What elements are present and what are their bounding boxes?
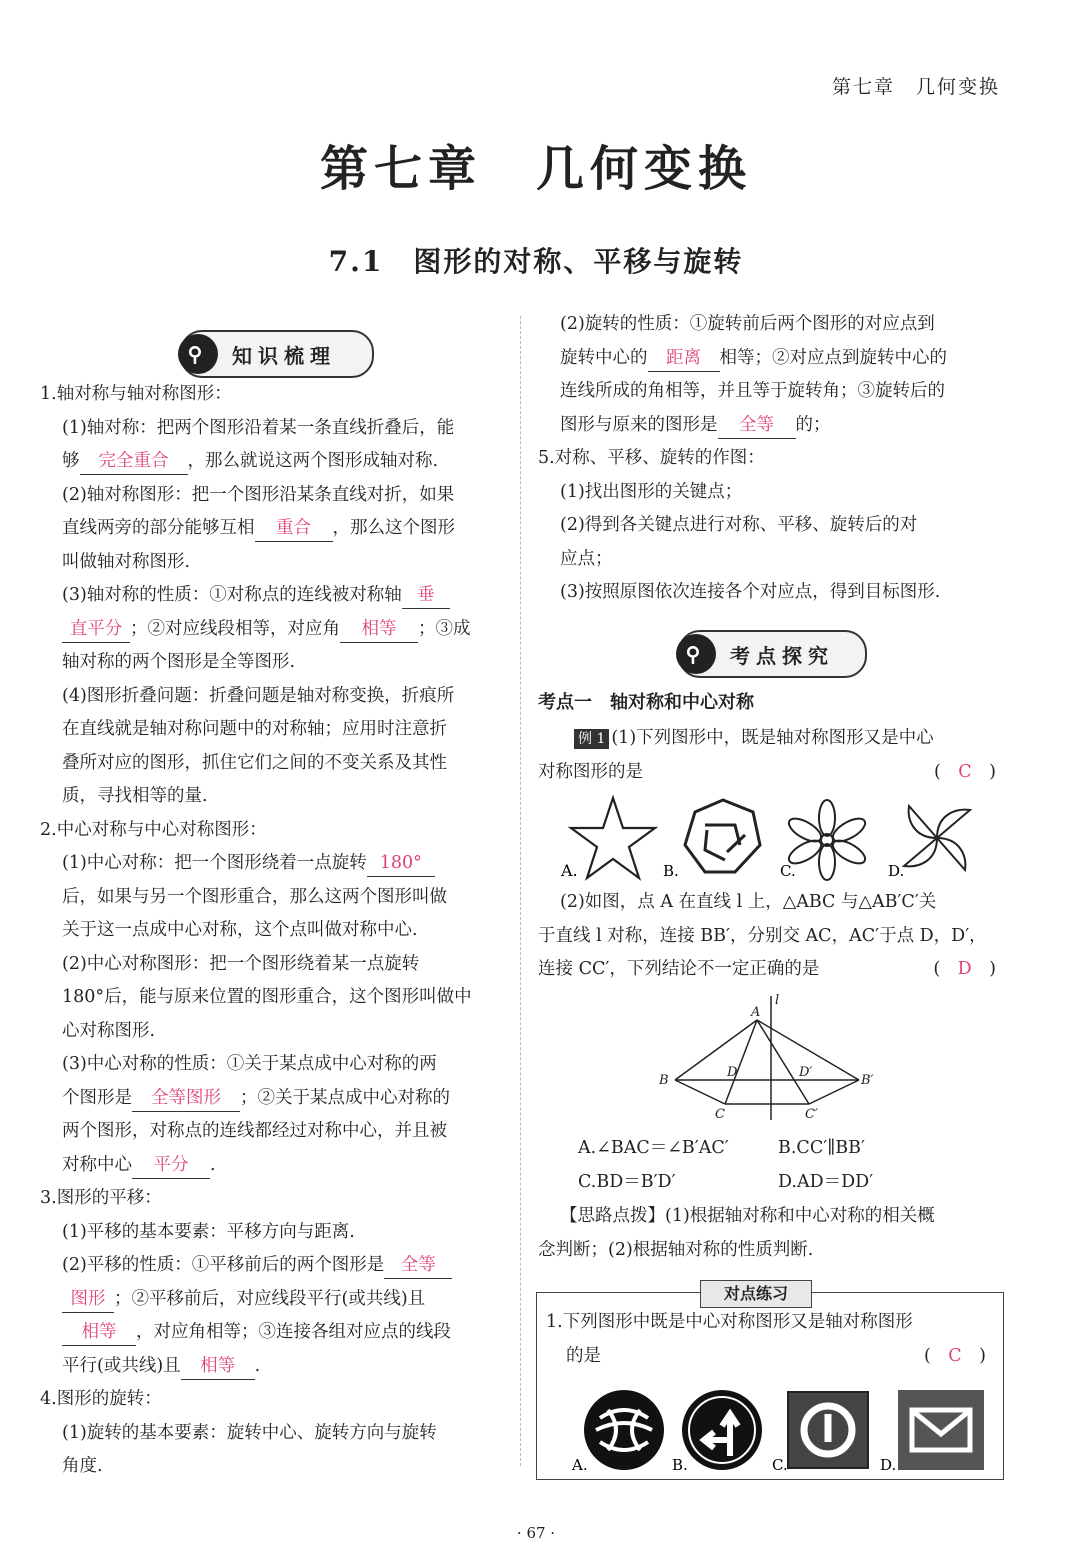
text-line: 180°后，能与原来位置的图形重合，这个图形叫做中 [62,987,472,1007]
text: ；③成 [418,618,471,639]
text: 平行(或共线)且 [62,1355,181,1376]
choice-b: B.CC′∥BB′ [778,1138,865,1158]
text-line: (2)如图，点 A 在直线 l 上，△ABC 与△AB′C′关 [560,892,937,912]
option-label: A. [561,861,578,880]
example-1-part-2: (2)如图，点 A 在直线 l 上，△ABC 与△AB′C′关 于直线 l 对称，连接 BB′，分别交 AC，AC′于点 D，D′， 连接 CC′，下列结论不一定正确的是 ( D ) [538,886,1008,987]
option-label: D. [880,1456,897,1474]
choice-a: A.∠BAC＝∠B′AC′ [578,1138,729,1158]
label-c: C [715,1107,725,1122]
label-l: l [775,993,780,1008]
text: ；②关于某点成中心对称的 [240,1087,450,1108]
text-line: 在直线就是轴对称问题中的对称轴；应用时注意折 [62,719,447,739]
choice-d: D.AD＝DD′ [778,1171,874,1192]
page-number: · 67 · [516,1524,556,1542]
item-2: 2.中心对称与中心对称图形： [40,819,267,840]
text: 个图形是 [62,1087,132,1108]
text-line: 连线所成的角相等，并且等于旋转角；③旋转后的 [560,381,945,401]
text-line: 叠所对应的图形，抓住它们之间的不变关系及其性 [62,752,447,773]
text-line: 应点； [560,548,613,569]
text-line: (1)平移的基本要素：平移方向与距离. [62,1221,355,1242]
text-line: 后，如果与另一个图形重合，那么这两个图形叫做 [62,886,447,907]
answer-blank: 相等 [181,1353,255,1380]
practice-tag: 对点练习 [700,1280,812,1308]
answer-blank: 垂 [402,582,450,609]
choice-c: C.BD＝B′D′ [578,1171,676,1192]
answer-blank: 图形 [62,1286,114,1313]
practice-1: 1.下列图形中既是中心对称图形又是轴对称图形 的是 ( C ) [546,1306,996,1373]
text: ，对应角相等；③连接各组对应点的线段 [136,1322,451,1342]
example-tag: 例 1 [574,729,609,749]
exam-point-badge-label: 考点探究 [730,643,834,668]
text-line: (2)轴对称图形：把一个图形沿某条直线对折，如果 [62,484,455,505]
left-column [40,378,510,1484]
knowledge-badge [180,330,374,378]
option-d-pinwheel-figure [904,806,970,870]
label-c-prime: C′ [805,1107,818,1122]
text: 对称中心 [62,1154,132,1175]
text-line: (4)图形折叠问题：折叠问题是轴对称变换，折痕所 [62,685,455,706]
section-title: 7.1 图形的对称、平移与旋转 [328,245,744,278]
answer-blank: 重合 [255,515,333,542]
chapter-title: 第七章 几何变换 [319,141,752,197]
text-line: 两个图形，对称点的连线都经过对称中心，并且被 [62,1121,447,1141]
text: ；②平移前后，对应线段平行(或共线)且 [114,1288,426,1309]
answer-blank: 距离 [648,345,720,372]
text: 连接 CC′，下列结论不一定正确的是 [538,959,820,979]
right-column-top [538,308,1008,610]
item-4: 4.图形的旋转： [40,1389,162,1409]
hint [538,1200,1008,1267]
answer: C [948,1345,962,1366]
option-c-power-icon [788,1392,868,1468]
item-1: 1.轴对称与轴对称图形： [40,384,232,404]
answer-blank: 全等 [718,412,796,439]
location-pin-icon: ⚲ [178,334,218,374]
answer-blank: 相等 [340,616,418,643]
answer-blank: 全等 [384,1252,452,1279]
label-d: D [727,1065,738,1080]
option-label: C. [772,1456,788,1474]
exam-point-title: 考点一 轴对称和中心对称 [538,692,754,713]
text: 对称图形的是 [538,761,643,782]
text: (2)平移的性质：①平移前后的两个图形是 [62,1255,385,1275]
option-c-flower-figure [785,800,868,880]
option-label: A. [572,1456,588,1474]
text-line: (1)旋转的基本要素：旋转中心、旋转方向与旋转 [62,1422,437,1443]
example-1: 例 1 (1)下列图形中，既是轴对称图形又是中心 对称图形的是 ( C ) [538,728,996,782]
text: . [210,1154,216,1175]
option-b-turn-sign-icon [682,1390,762,1470]
item-5: 5.对称、平移、旋转的作图： [538,448,765,468]
text: . [254,1355,261,1376]
running-head: 第七章 几何变换 [831,76,1000,98]
text-line: 关于这一点成中心对称，这个点叫做对称中心. [62,920,418,940]
text-line: (1)找出图形的关键点； [560,481,743,502]
text-line: 角度. [62,1456,103,1476]
text: 图形与原来的图形是 [560,414,718,435]
option-label: D. [888,862,905,880]
text: (1)下列图形中，既是轴对称图形又是中心 [611,728,934,748]
option-label: B. [663,862,679,880]
option-d-envelope-icon [898,1390,984,1470]
option-label: C. [780,862,796,880]
text: ；②对应线段相等，对应角 [130,618,340,639]
exam-point-badge [678,630,867,678]
text: (3)轴对称的性质：①对称点的连线被对称轴 [62,585,402,605]
practice-options-figure [570,1388,996,1474]
text-line: (3)中心对称的性质：①关于某点成中心对称的两 [62,1054,437,1074]
text: 旋转中心的 [560,347,648,368]
text: 的是 [566,1345,601,1366]
answer: C [958,761,972,782]
label-a: A [751,1005,761,1020]
answer-blank: 相等 [62,1319,136,1346]
option-label: B. [672,1456,688,1474]
text-line: 1.下列图形中既是中心对称图形又是轴对称图形 [546,1312,913,1332]
label-b: B [659,1073,669,1088]
option-a-mobile-logo-icon [584,1390,664,1470]
text: 相等；②对应点到旋转中心的 [719,347,947,368]
example-1-choices [578,1132,1008,1199]
text-line: (3)按照原图依次连接各个对应点，得到目标图形. [560,582,941,602]
text: 的； [795,414,831,435]
option-a-star-figure [571,798,655,878]
knowledge-badge-label: 知识梳理 [232,343,336,368]
text-line: 质，寻找相等的量. [62,786,208,806]
answer-blank: 平分 [132,1152,210,1179]
text-line: 心对称图形. [62,1020,156,1041]
label-d-prime: D′ [799,1065,813,1080]
answer-blank: 完全重合 [80,448,188,475]
text-line: (2)得到各关键点进行对称、平移、旋转后的对 [560,515,918,535]
text: ，那么这个图形 [332,518,455,538]
text-line: 于直线 l 对称，连接 BB′，分别交 AC，AC′于点 D，D′， [538,925,987,946]
geometry-figure [655,992,885,1122]
magnifier-icon: ⚲ [676,634,716,674]
answer-blank: 180° [367,850,435,877]
text-line: (2)中心对称图形：把一个图形绕着某一点旋转 [62,953,420,974]
text-line: (1)轴对称：把两个图形沿着某一条直线折叠后，能 [62,417,455,438]
text: 直线两旁的部分能够互相 [62,518,255,538]
column-divider [520,316,521,1466]
text: ，那么就说这两个图形成轴对称. [187,451,439,471]
text-line: 【思路点拨】(1)根据轴对称和中心对称的相关概 [560,1206,935,1226]
text-line: 念判断；(2)根据轴对称的性质判断. [538,1239,814,1260]
example-1-options-figure [555,790,995,890]
text-line: 叫做轴对称图形. [62,551,191,572]
answer-blank: 全等图形 [132,1085,240,1112]
item-3: 3.图形的平移： [40,1188,162,1208]
label-b-prime: B′ [861,1073,874,1088]
text-line: (2)旋转的性质：①旋转前后两个图形的对应点到 [560,314,935,334]
answer: D [957,959,972,979]
text: 够 [62,451,80,471]
text: (1)中心对称：把一个图形绕着一点旋转 [62,853,367,873]
text-line: 轴对称的两个图形是全等图形. [62,652,296,672]
option-b-hexagon-figure [685,800,760,872]
answer-blank: 直平分 [62,616,130,643]
